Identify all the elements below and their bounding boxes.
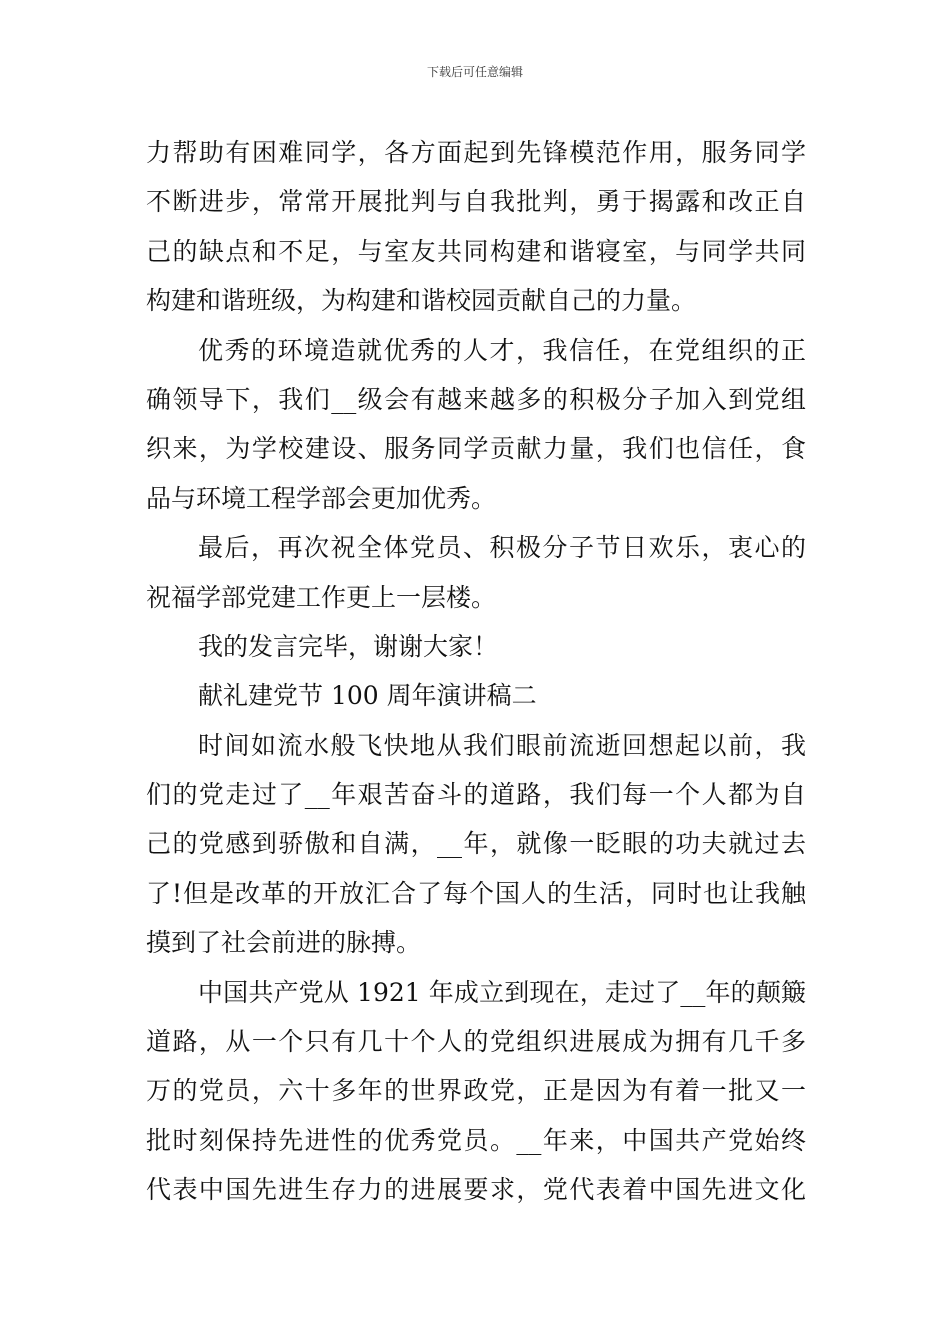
text-line: 最后，再次祝全体党员、积极分子节日欢乐，衷心的 — [198, 533, 806, 563]
text-line: 了!但是改革的开放汇合了每个国人的生活，同时也让我触 — [146, 878, 806, 908]
document-body — [146, 128, 806, 1215]
text-line: 力帮助有困难同学，各方面起到先锋模范作用，服务同学 — [146, 138, 806, 167]
text-line: 不断进步，常常开展批判与自我批判，勇于揭露和改正自 — [146, 187, 806, 217]
text-line: 我的发言完毕，谢谢大家！ — [198, 631, 499, 661]
text-line: 织来，为学校建设、服务同学贡献力量，我们也信任，食 — [146, 434, 806, 464]
text-line: 祝福学部党建工作更上一层楼。 — [146, 582, 497, 612]
page-header: 下载后可任意编辑 — [426, 65, 523, 79]
text-line: 道路，从一个只有几十个人的党组织进展成为拥有几千多 — [146, 1027, 806, 1057]
text-line: 品与环境工程学部会更加优秀。 — [146, 483, 497, 513]
text-line: 万的党员，六十多年的世界政党，正是因为有着一批又一 — [146, 1076, 806, 1106]
text-line: 摸到了社会前进的脉搏。 — [146, 928, 422, 958]
text-line: 中国共产党从 1921 年成立到现在，走过了__年的颠簸 — [198, 977, 806, 1007]
text-line: 批时刻保持先进性的优秀党员。__年来，中国共产党始终 — [146, 1125, 806, 1155]
text-line: 时间如流水般飞快地从我们眼前流逝回想起以前，我 — [198, 730, 806, 760]
text-line: 己的缺点和不足，与室友共同构建和谐寝室，与同学共同 — [146, 236, 806, 266]
text-line: 们的党走过了__年艰苦奋斗的道路，我们每一个人都为自 — [146, 780, 806, 810]
text-line: 确领导下，我们__级会有越来越多的积极分子加入到党组 — [146, 384, 806, 414]
text-line: 己的党感到骄傲和自满，__年，就像一眨眼的功夫就过去 — [146, 829, 806, 859]
text-line: 献礼建党节 100 周年演讲稿二 — [198, 681, 537, 711]
text-line: 构建和谐班级，为构建和谐校园贡献自己的力量。 — [146, 286, 697, 316]
text-line: 优秀的环境造就优秀的人才，我信任，在党组织的正 — [198, 335, 806, 365]
text-line: 代表中国先进生存力的进展要求，党代表着中国先进文化 — [146, 1175, 806, 1205]
